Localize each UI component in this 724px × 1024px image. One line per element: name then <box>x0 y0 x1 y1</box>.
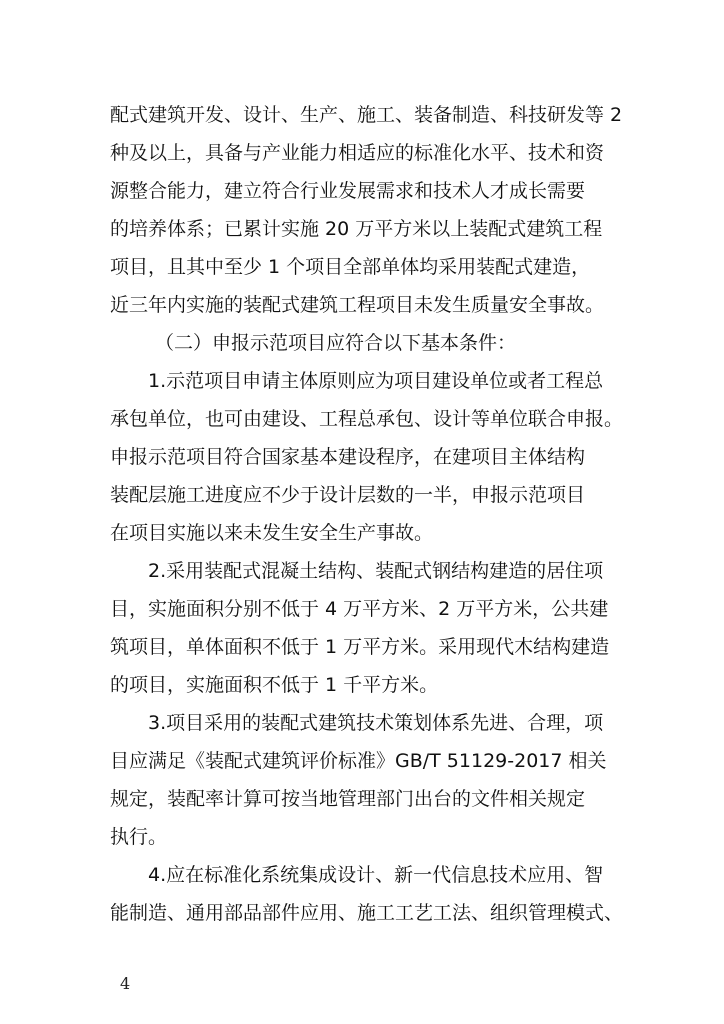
text-line: 项目，且其中至少 1 个项目全部单体均采用装配式建造， <box>110 256 591 278</box>
text-line: 筑项目，单体面积不低于 1 万平方米。采用现代木结构建造 <box>110 636 610 658</box>
text-line: 4.应在标准化系统集成设计、新一代信息技术应用、智 <box>148 864 604 886</box>
text-line: 1.示范项目申请主体原则应为项目建设单位或者工程总 <box>148 370 604 392</box>
page-number: 4 <box>120 974 131 993</box>
text-line: 装配层施工进度应不少于设计层数的一半，申报示范项目 <box>110 484 586 506</box>
text-line: 执行。 <box>110 826 168 848</box>
text-line: 的项目，实施面积不低于 1 千平方米。 <box>110 674 439 696</box>
text-line: 规定，装配率计算可按当地管理部门出台的文件相关规定 <box>110 788 586 810</box>
text-line: 承包单位，也可由建设、工程总承包、设计等单位联合申报。 <box>110 408 624 430</box>
text-line: 3.项目采用的装配式建筑技术策划体系先进、合理，项 <box>148 712 604 734</box>
text-line: 目应满足《装配式建筑评价标准》GB/T 51129-2017 相关 <box>110 750 607 772</box>
text-line: 在项目实施以来未发生安全生产事故。 <box>110 522 434 544</box>
text-line: 源整合能力，建立符合行业发展需求和技术人才成长需要 <box>110 180 586 202</box>
text-line: 目，实施面积分别不低于 4 万平方米、2 万平方米，公共建 <box>110 598 609 620</box>
text-line: 种及以上，具备与产业能力相适应的标准化水平、技术和资 <box>110 142 605 164</box>
text-line: 能制造、通用部品部件应用、施工工艺工法、组织管理模式、 <box>110 902 624 924</box>
text-line: 申报示范项目符合国家基本建设程序，在建项目主体结构 <box>110 446 586 468</box>
section-heading: （二）申报示范项目应符合以下基本条件： <box>155 332 517 354</box>
text-line: 配式建筑开发、设计、生产、施工、装备制造、科技研发等 2 <box>110 104 623 126</box>
text-line: 2.采用装配式混凝土结构、装配式钢结构建造的居住项 <box>148 560 604 582</box>
text-line: 的培养体系；已累计实施 20 万平方米以上装配式建筑工程 <box>110 218 603 240</box>
text-line: 近三年内实施的装配式建筑工程项目未发生质量安全事故。 <box>110 294 605 316</box>
